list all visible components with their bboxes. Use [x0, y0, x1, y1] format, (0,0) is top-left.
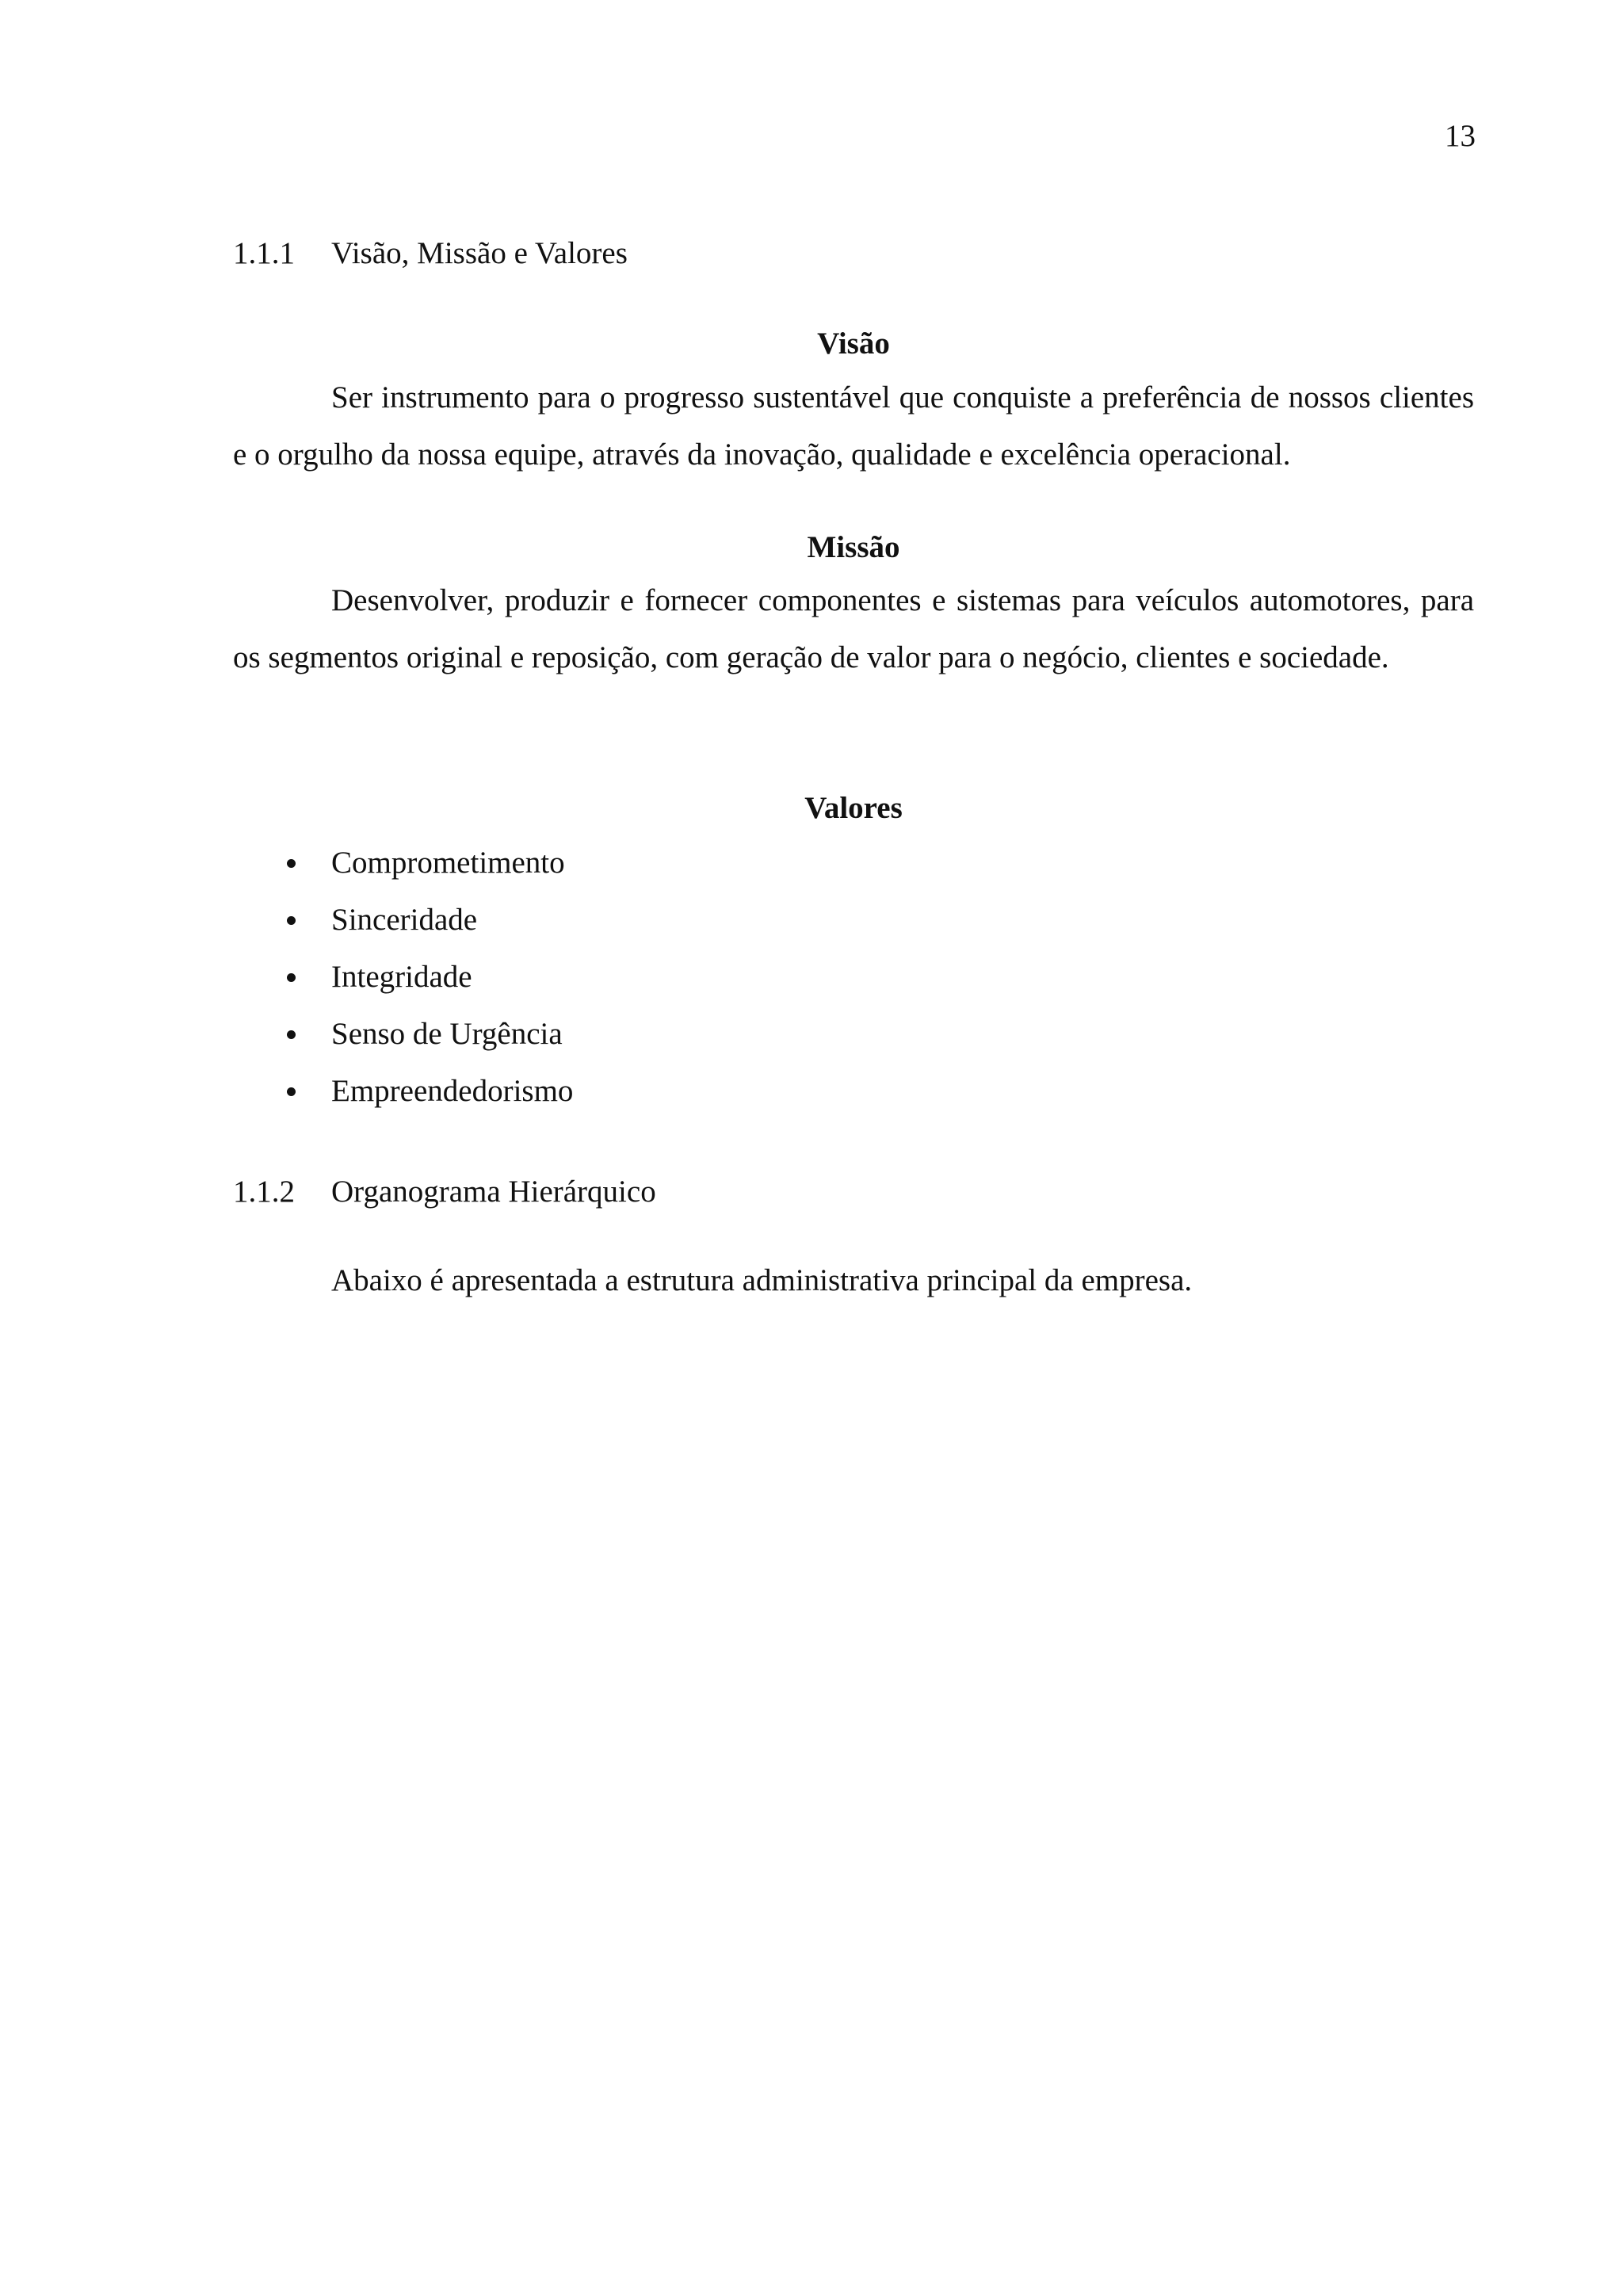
- list-item-label: Comprometimento: [331, 846, 565, 880]
- list-item: [233, 892, 573, 949]
- missao-title: Missão: [807, 530, 900, 564]
- page-number: 13: [1445, 119, 1476, 153]
- valores-title: Valores: [804, 791, 903, 825]
- section-heading-1-1-1: [233, 235, 628, 273]
- visao-paragraph: Ser instrumento para o progresso sustentável que conquiste a preferência de nossos clientes e o orgulho da nossa equipe, através da inovação, qualidade e excelência operacional.: [233, 380, 1474, 472]
- missao-paragraph: Desenvolver, produzir e fornecer componentes e sistemas para veículos automotores, para os segmentos original e reposição, com geração de valor para o negócio, clientes e sociedade.: [233, 583, 1474, 674]
- section-number: 1.1.1: [233, 236, 295, 270]
- section-title: Visão, Missão e Valores: [331, 236, 628, 270]
- list-item-label: Sinceridade: [331, 903, 478, 937]
- bullet-icon: [287, 973, 296, 982]
- list-item-label: Integridade: [331, 960, 472, 994]
- bullet-icon: [287, 1087, 296, 1096]
- section-heading-1-1-2: [233, 1173, 656, 1211]
- section-title: Organograma Hierárquico: [331, 1175, 656, 1209]
- list-item: [233, 1063, 573, 1120]
- valores-list: [233, 835, 573, 1120]
- list-item-label: Empreendedorismo: [331, 1074, 574, 1108]
- bullet-icon: [287, 859, 296, 868]
- list-item: [233, 1006, 573, 1063]
- bullet-icon: [287, 916, 296, 925]
- section-number: 1.1.2: [233, 1175, 295, 1209]
- list-item-label: Senso de Urgência: [331, 1017, 563, 1051]
- list-item: [233, 949, 573, 1006]
- bullet-icon: [287, 1030, 296, 1039]
- visao-title: Visão: [817, 327, 890, 361]
- list-item: [233, 835, 573, 892]
- organograma-intro-paragraph: Abaixo é apresentada a estrutura administrativa principal da empresa.: [331, 1263, 1193, 1297]
